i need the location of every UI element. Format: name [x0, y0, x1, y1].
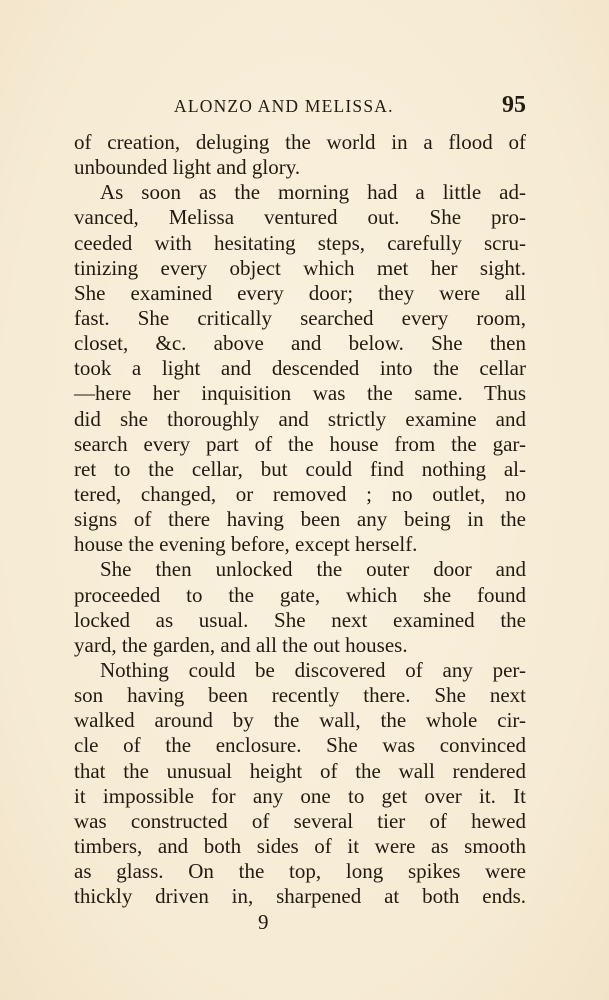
text-line: unbounded light and glory.	[74, 155, 301, 180]
text-line: took a light and descended into the cellar	[74, 356, 526, 381]
text-line: that the unusual height of the wall rendered	[74, 758, 526, 783]
text-line: Nothing could be discovered of any per-	[100, 657, 526, 682]
text-line: tered, changed, or removed ; no outlet, no	[74, 481, 526, 506]
text-line: thickly driven in, sharpened at both ends.	[74, 884, 526, 909]
text-line: timbers, and both sides of it were as smooth	[74, 833, 526, 858]
signature-mark: 9	[258, 910, 269, 934]
text-line: fast. She critically searched every room,	[74, 305, 526, 330]
running-head	[74, 92, 526, 122]
text-line: closet, &c. above and below. She then	[74, 331, 526, 356]
text-line: as glass. On the top, long spikes were	[74, 859, 526, 884]
text-line: it impossible for any one to get over it. It	[74, 783, 526, 808]
text-line: was constructed of several tier of hewed	[74, 808, 526, 833]
text-line: of creation, deluging the world in a flood of	[74, 130, 526, 154]
text-line: walked around by the wall, the whole cir-	[74, 708, 526, 733]
body-text	[74, 130, 526, 909]
page-number: 95	[502, 92, 526, 118]
text-line: She examined every door; they were all	[74, 280, 526, 305]
text-line: tinizing every object which met her sight.	[74, 255, 526, 280]
text-line: house the evening before, except herself.	[74, 532, 418, 557]
text-line: proceeded to the gate, which she found	[74, 582, 526, 607]
text-line: yard, the garden, and all the out houses.	[74, 632, 408, 657]
text-line: did she thoroughly and strictly examine and	[74, 406, 526, 431]
text-line: cle of the enclosure. She was convinced	[74, 733, 526, 758]
text-line: ceeded with hesitating steps, carefully scru-	[74, 230, 526, 255]
text-line: ret to the cellar, but could find nothing al-	[74, 456, 526, 481]
text-line: locked as usual. She next examined the	[74, 607, 526, 632]
text-line: As soon as the morning had a little ad-	[100, 180, 526, 205]
running-head-title: ALONZO AND MELISSA.	[174, 96, 394, 116]
text-line: son having been recently there. She next	[74, 683, 526, 708]
text-line: search every part of the house from the gar-	[74, 431, 526, 456]
text-line: She then unlocked the outer door and	[100, 557, 526, 582]
text-line: signs of there having been any being in the	[74, 507, 526, 532]
text-line: —here her inquisition was the same. Thus	[74, 381, 526, 406]
text-line: vanced, Melissa ventured out. She pro-	[74, 205, 526, 230]
